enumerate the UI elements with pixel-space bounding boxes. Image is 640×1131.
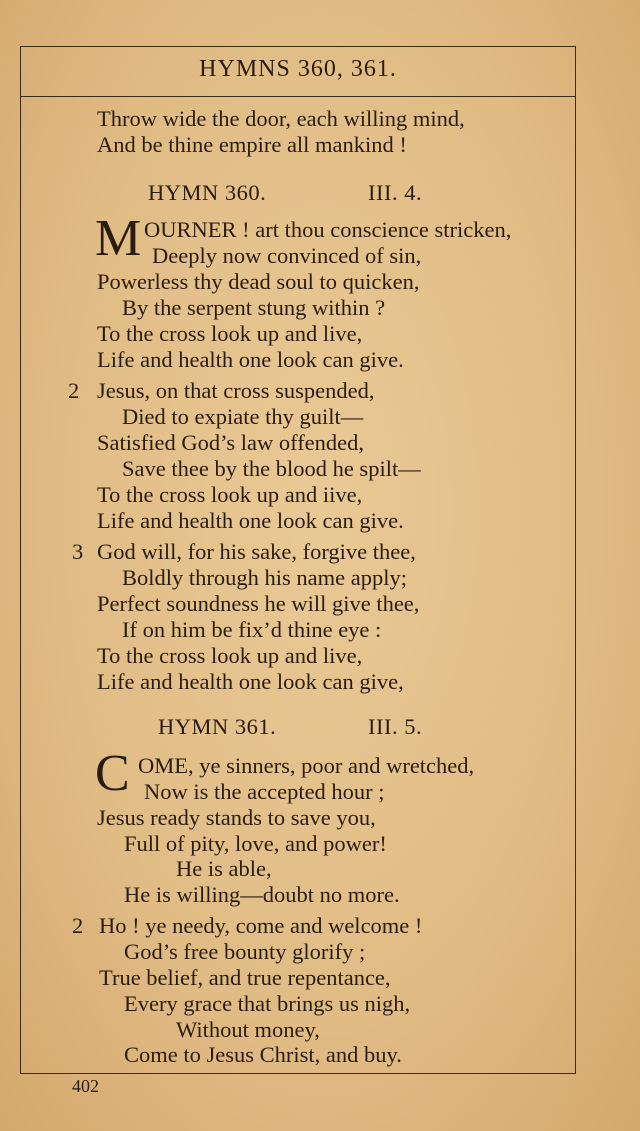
header-rule	[20, 96, 576, 97]
verse-line: Deeply now convinced of sin,	[152, 243, 422, 268]
verse-line: He is able,	[176, 856, 272, 881]
hymn-361-dropcap: C	[95, 745, 130, 802]
verse-number: 2	[72, 913, 84, 938]
verse-line: Life and health one look can give.	[97, 508, 404, 533]
page-number: 402	[72, 1076, 99, 1096]
verse-line: Come to Jesus Christ, and buy.	[124, 1042, 402, 1067]
verse-line: Life and health one look can give.	[97, 347, 404, 372]
verse-line: Powerless thy dead soul to quicken,	[97, 269, 420, 294]
verse-line: Jesus, on that cross suspended,	[97, 378, 375, 403]
verse-line: OURNER ! art thou conscience stricken,	[144, 217, 512, 242]
verse-line: If on him be fix’d thine eye :	[122, 617, 382, 642]
verse-line: He is willing—doubt no more.	[124, 882, 400, 907]
hymn-361-meter: III. 5.	[368, 714, 423, 739]
verse-line: Died to expiate thy guilt—	[122, 404, 364, 429]
carryover-line: Throw wide the door, each willing mind,	[97, 106, 465, 131]
hymn-360-dropcap: M	[95, 210, 142, 267]
verse-line: God’s free bounty glorify ;	[124, 939, 366, 964]
verse-line: Save thee by the blood he spilt—	[122, 456, 421, 481]
verse-number: 3	[72, 539, 84, 564]
verse-line: Full of pity, love, and power!	[124, 831, 387, 856]
verse-number: 2	[68, 378, 80, 403]
hymn-360-meter: III. 4.	[368, 180, 423, 205]
verse-line: True belief, and true repentance,	[99, 965, 391, 990]
hymn-361-title: HYMN 361.	[158, 714, 277, 739]
verse-line: Satisfied God’s law offended,	[97, 430, 365, 455]
verse-line: To the cross look up and live,	[97, 643, 363, 668]
verse-line: Now is the accepted hour ;	[144, 779, 385, 804]
verse-line: OME, ye sinners, poor and wretched,	[138, 753, 475, 778]
verse-line: Every grace that brings us nigh,	[124, 991, 411, 1016]
verse-line: To the cross look up and live,	[97, 321, 363, 346]
verse-line: Life and health one look can give,	[97, 669, 404, 694]
verse-line: Without money,	[176, 1017, 320, 1042]
verse-line: Boldly through his name apply;	[122, 565, 407, 590]
verse-line: To the cross look up and iive,	[97, 482, 363, 507]
running-header: HYMNS 360, 361.	[199, 56, 397, 82]
carryover-line: And be thine empire all mankind !	[97, 132, 407, 157]
verse-line: By the serpent stung within ?	[122, 295, 386, 320]
verse-line: Jesus ready stands to save you,	[97, 805, 376, 830]
verse-line: Perfect soundness he will give thee,	[97, 591, 420, 616]
hymn-360-title: HYMN 360.	[148, 180, 267, 205]
verse-line: Ho ! ye needy, come and welcome !	[99, 913, 423, 938]
verse-line: God will, for his sake, forgive thee,	[97, 539, 416, 564]
